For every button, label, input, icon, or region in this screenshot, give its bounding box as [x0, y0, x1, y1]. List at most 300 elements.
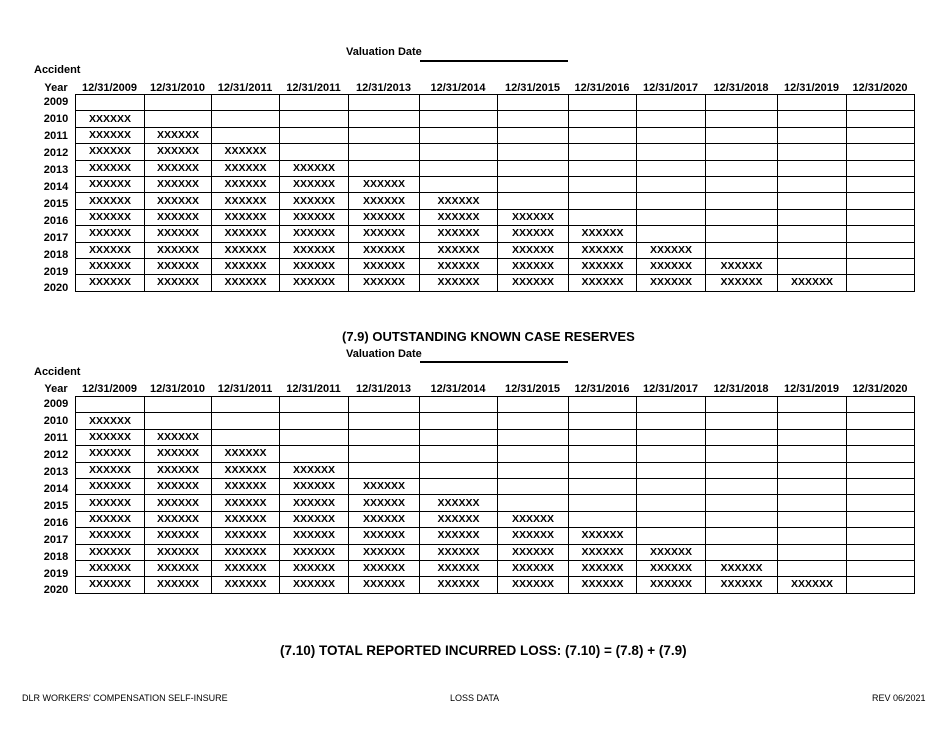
entry-cell: [637, 176, 706, 192]
entry-cell: [498, 397, 569, 413]
table-row: [76, 226, 915, 242]
placeholder-cell: XXXXXX: [280, 242, 349, 258]
entry-cell: [778, 111, 847, 127]
entry-cell: [637, 144, 706, 160]
placeholder-cell: XXXXXX: [212, 511, 280, 527]
placeholder-cell: XXXXXX: [212, 209, 280, 225]
placeholder-cell: XXXXXX: [420, 544, 498, 560]
entry-cell: [778, 544, 847, 560]
entry-cell: [847, 544, 915, 560]
footer-center: LOSS DATA: [450, 693, 500, 703]
entry-cell: [847, 258, 915, 274]
placeholder-cell: XXXXXX: [349, 258, 420, 274]
entry-cell: [637, 397, 706, 413]
entry-cell: [420, 478, 498, 494]
placeholder-cell: XXXXXX: [420, 209, 498, 225]
placeholder-cell: XXXXXX: [212, 242, 280, 258]
entry-cell: [706, 209, 778, 225]
accident-year-2017: 2017: [43, 533, 69, 546]
placeholder-cell: XXXXXX: [280, 160, 349, 176]
entry-cell: [706, 160, 778, 176]
entry-cell: [280, 429, 349, 445]
table-row: [76, 577, 915, 593]
column-header-4: 12/31/2011: [286, 82, 341, 94]
entry-cell: [280, 111, 349, 127]
placeholder-cell: XXXXXX: [349, 176, 420, 192]
placeholder-cell: XXXXXX: [212, 193, 280, 209]
placeholder-cell: XXXXXX: [280, 275, 349, 291]
entry-cell: [847, 495, 915, 511]
accident-label-1: Accident: [34, 64, 81, 76]
placeholder-cell: XXXXXX: [280, 511, 349, 527]
entry-cell: [706, 127, 778, 143]
placeholder-cell: XXXXXX: [498, 577, 569, 593]
valuation-date-line-1: [420, 60, 568, 62]
column-header-3: 12/31/2011: [217, 82, 273, 94]
entry-cell: [778, 95, 847, 111]
entry-cell: [847, 176, 915, 192]
entry-cell: [569, 176, 637, 192]
column-header-8: 12/31/2016: [574, 82, 630, 94]
entry-cell: [637, 446, 706, 462]
placeholder-cell: XXXXXX: [569, 528, 637, 544]
placeholder-cell: XXXXXX: [212, 176, 280, 192]
entry-cell: [498, 462, 569, 478]
entry-cell: [569, 429, 637, 445]
entry-cell: [498, 446, 569, 462]
entry-cell: [778, 242, 847, 258]
entry-cell: [498, 160, 569, 176]
placeholder-cell: XXXXXX: [349, 511, 420, 527]
entry-cell: [498, 495, 569, 511]
placeholder-cell: XXXXXX: [280, 193, 349, 209]
entry-cell: [847, 111, 915, 127]
placeholder-cell: XXXXXX: [145, 560, 212, 576]
entry-cell: [847, 397, 915, 413]
entry-cell: [637, 127, 706, 143]
accident-year-2012: 2012: [43, 448, 69, 461]
entry-cell: [847, 462, 915, 478]
placeholder-cell: XXXXXX: [420, 528, 498, 544]
placeholder-cell: XXXXXX: [706, 577, 778, 593]
valuation-date-line-2: [420, 361, 568, 363]
entry-cell: [280, 95, 349, 111]
column-header-7: 12/31/2015: [504, 383, 561, 395]
placeholder-cell: XXXXXX: [280, 209, 349, 225]
column-header-10: 12/31/2018: [713, 383, 769, 395]
entry-cell: [778, 511, 847, 527]
entry-cell: [569, 144, 637, 160]
placeholder-cell: XXXXXX: [212, 478, 280, 494]
placeholder-cell: XXXXXX: [498, 511, 569, 527]
placeholder-cell: XXXXXX: [145, 478, 212, 494]
entry-cell: [212, 413, 280, 429]
entry-cell: [498, 144, 569, 160]
table-row: [76, 560, 915, 576]
entry-cell: [145, 111, 212, 127]
column-header-1: 12/31/2009: [81, 82, 138, 94]
placeholder-cell: XXXXXX: [145, 160, 212, 176]
entry-cell: [637, 111, 706, 127]
column-header-2: 12/31/2010: [149, 383, 206, 395]
entry-cell: [847, 413, 915, 429]
placeholder-cell: XXXXXX: [145, 495, 212, 511]
accident-year-2019: 2019: [43, 265, 69, 278]
entry-cell: [778, 160, 847, 176]
table-row: [76, 429, 915, 445]
placeholder-cell: XXXXXX: [212, 275, 280, 291]
accident-year-2010: 2010: [43, 112, 69, 125]
accident-year-2018: 2018: [43, 550, 69, 563]
placeholder-cell: XXXXXX: [212, 160, 280, 176]
entry-cell: [145, 397, 212, 413]
entry-cell: [420, 95, 498, 111]
placeholder-cell: XXXXXX: [145, 528, 212, 544]
entry-cell: [778, 144, 847, 160]
entry-cell: [778, 258, 847, 274]
entry-cell: [280, 413, 349, 429]
entry-cell: [569, 478, 637, 494]
table-row: [76, 258, 915, 274]
placeholder-cell: XXXXXX: [420, 495, 498, 511]
column-header-11: 12/31/2019: [783, 383, 840, 395]
entry-cell: [706, 446, 778, 462]
placeholder-cell: XXXXXX: [498, 275, 569, 291]
entry-cell: [847, 209, 915, 225]
table-row: [76, 511, 915, 527]
table-row: [76, 242, 915, 258]
column-header-4: 12/31/2011: [286, 383, 341, 395]
paid-loss-table: [75, 94, 915, 292]
entry-cell: [637, 193, 706, 209]
entry-cell: [569, 446, 637, 462]
column-header-3: 12/31/2011: [217, 383, 273, 395]
entry-cell: [706, 397, 778, 413]
entry-cell: [847, 560, 915, 576]
placeholder-cell: XXXXXX: [349, 577, 420, 593]
accident-label-2: Accident: [34, 366, 81, 378]
accident-year-2012: 2012: [43, 146, 69, 159]
placeholder-cell: XXXXXX: [76, 111, 145, 127]
placeholder-cell: XXXXXX: [706, 560, 778, 576]
accident-year-2009: 2009: [43, 398, 69, 410]
entry-cell: [420, 446, 498, 462]
column-header-10: 12/31/2018: [713, 82, 769, 94]
entry-cell: [498, 95, 569, 111]
placeholder-cell: XXXXXX: [145, 258, 212, 274]
entry-cell: [145, 413, 212, 429]
accident-year-2016: 2016: [43, 214, 69, 227]
table-row: [76, 275, 915, 291]
placeholder-cell: XXXXXX: [280, 226, 349, 242]
placeholder-cell: XXXXXX: [569, 226, 637, 242]
placeholder-cell: XXXXXX: [212, 544, 280, 560]
placeholder-cell: XXXXXX: [76, 275, 145, 291]
entry-cell: [847, 446, 915, 462]
placeholder-cell: XXXXXX: [145, 577, 212, 593]
placeholder-cell: XXXXXX: [76, 511, 145, 527]
placeholder-cell: XXXXXX: [349, 528, 420, 544]
entry-cell: [420, 397, 498, 413]
entry-cell: [280, 446, 349, 462]
placeholder-cell: XXXXXX: [76, 209, 145, 225]
entry-cell: [498, 176, 569, 192]
entry-cell: [637, 528, 706, 544]
placeholder-cell: XXXXXX: [145, 226, 212, 242]
placeholder-cell: XXXXXX: [498, 544, 569, 560]
entry-cell: [778, 528, 847, 544]
placeholder-cell: XXXXXX: [778, 275, 847, 291]
placeholder-cell: XXXXXX: [349, 544, 420, 560]
placeholder-cell: XXXXXX: [212, 446, 280, 462]
entry-cell: [349, 462, 420, 478]
section-title-7-9: (7.9) OUTSTANDING KNOWN CASE RESERVES: [342, 329, 635, 344]
entry-cell: [349, 413, 420, 429]
entry-cell: [847, 511, 915, 527]
placeholder-cell: XXXXXX: [145, 176, 212, 192]
entry-cell: [847, 144, 915, 160]
table-row: [76, 413, 915, 429]
entry-cell: [847, 226, 915, 242]
placeholder-cell: XXXXXX: [349, 242, 420, 258]
placeholder-cell: XXXXXX: [706, 275, 778, 291]
table-row: [76, 462, 915, 478]
accident-year-2020: 2020: [43, 282, 69, 295]
placeholder-cell: XXXXXX: [76, 144, 145, 160]
placeholder-cell: XXXXXX: [569, 544, 637, 560]
entry-cell: [349, 160, 420, 176]
table-row: [76, 111, 915, 127]
entry-cell: [778, 446, 847, 462]
placeholder-cell: XXXXXX: [76, 462, 145, 478]
entry-cell: [778, 462, 847, 478]
placeholder-cell: XXXXXX: [76, 176, 145, 192]
accident-year-2018: 2018: [43, 248, 69, 261]
entry-cell: [569, 495, 637, 511]
placeholder-cell: XXXXXX: [637, 258, 706, 274]
accident-year-2015: 2015: [43, 499, 69, 512]
entry-cell: [847, 478, 915, 494]
entry-cell: [706, 413, 778, 429]
entry-cell: [569, 160, 637, 176]
placeholder-cell: XXXXXX: [637, 242, 706, 258]
placeholder-cell: XXXXXX: [280, 258, 349, 274]
entry-cell: [212, 429, 280, 445]
entry-cell: [569, 127, 637, 143]
entry-cell: [706, 478, 778, 494]
placeholder-cell: XXXXXX: [420, 258, 498, 274]
placeholder-cell: XXXXXX: [76, 193, 145, 209]
placeholder-cell: XXXXXX: [349, 209, 420, 225]
table-row: [76, 95, 915, 111]
placeholder-cell: XXXXXX: [349, 478, 420, 494]
placeholder-cell: XXXXXX: [637, 544, 706, 560]
entry-cell: [349, 144, 420, 160]
entry-cell: [498, 478, 569, 494]
column-header-6: 12/31/2014: [430, 82, 486, 94]
accident-year-2013: 2013: [43, 465, 69, 478]
placeholder-cell: XXXXXX: [420, 511, 498, 527]
placeholder-cell: XXXXXX: [280, 544, 349, 560]
placeholder-cell: XXXXXX: [76, 258, 145, 274]
entry-cell: [569, 193, 637, 209]
placeholder-cell: XXXXXX: [76, 446, 145, 462]
entry-cell: [212, 95, 280, 111]
entry-cell: [637, 209, 706, 225]
placeholder-cell: XXXXXX: [145, 144, 212, 160]
accident-year-2010: 2010: [43, 414, 69, 427]
placeholder-cell: XXXXXX: [76, 429, 145, 445]
column-header-9: 12/31/2017: [642, 82, 699, 94]
entry-cell: [569, 95, 637, 111]
entry-cell: [706, 528, 778, 544]
column-header-1: 12/31/2009: [81, 383, 138, 395]
table-row: [76, 176, 915, 192]
table-row: [76, 127, 915, 143]
entry-cell: [847, 275, 915, 291]
table-row: [76, 193, 915, 209]
entry-cell: [212, 111, 280, 127]
placeholder-cell: XXXXXX: [280, 577, 349, 593]
placeholder-cell: XXXXXX: [569, 242, 637, 258]
entry-cell: [847, 429, 915, 445]
entry-cell: [706, 193, 778, 209]
entry-cell: [420, 144, 498, 160]
column-header-11: 12/31/2019: [783, 82, 840, 94]
accident-year-2011: 2011: [44, 431, 68, 444]
entry-cell: [847, 193, 915, 209]
column-header-6: 12/31/2014: [430, 383, 486, 395]
placeholder-cell: XXXXXX: [349, 560, 420, 576]
entry-cell: [637, 413, 706, 429]
entry-cell: [778, 176, 847, 192]
table-row: [76, 209, 915, 225]
entry-cell: [498, 127, 569, 143]
entry-cell: [706, 226, 778, 242]
entry-cell: [498, 193, 569, 209]
accident-year-2013: 2013: [43, 163, 69, 176]
placeholder-cell: XXXXXX: [349, 226, 420, 242]
entry-cell: [498, 429, 569, 445]
entry-cell: [778, 560, 847, 576]
entry-cell: [706, 429, 778, 445]
entry-cell: [706, 144, 778, 160]
placeholder-cell: XXXXXX: [212, 258, 280, 274]
entry-cell: [349, 127, 420, 143]
placeholder-cell: XXXXXX: [280, 560, 349, 576]
placeholder-cell: XXXXXX: [76, 478, 145, 494]
entry-cell: [349, 429, 420, 445]
entry-cell: [420, 111, 498, 127]
placeholder-cell: XXXXXX: [778, 577, 847, 593]
placeholder-cell: XXXXXX: [145, 462, 212, 478]
entry-cell: [706, 544, 778, 560]
column-header-12: 12/31/2020: [852, 383, 908, 395]
entry-cell: [498, 111, 569, 127]
accident-year-2019: 2019: [43, 567, 69, 580]
accident-year-2009: 2009: [43, 96, 69, 108]
entry-cell: [847, 577, 915, 593]
column-header-12: 12/31/2020: [852, 82, 908, 94]
placeholder-cell: XXXXXX: [569, 560, 637, 576]
entry-cell: [847, 160, 915, 176]
entry-cell: [637, 511, 706, 527]
entry-cell: [778, 413, 847, 429]
table-row: [76, 446, 915, 462]
accident-year-2016: 2016: [43, 516, 69, 529]
table-row: [76, 160, 915, 176]
entry-cell: [778, 226, 847, 242]
placeholder-cell: XXXXXX: [76, 413, 145, 429]
placeholder-cell: XXXXXX: [569, 275, 637, 291]
placeholder-cell: XXXXXX: [76, 577, 145, 593]
valuation-date-label-1: Valuation Date: [346, 46, 422, 58]
entry-cell: [778, 429, 847, 445]
placeholder-cell: XXXXXX: [349, 275, 420, 291]
placeholder-cell: XXXXXX: [420, 193, 498, 209]
entry-cell: [637, 226, 706, 242]
placeholder-cell: XXXXXX: [76, 495, 145, 511]
accident-year-2014: 2014: [43, 482, 69, 495]
table-row: [76, 478, 915, 494]
placeholder-cell: XXXXXX: [145, 127, 212, 143]
placeholder-cell: XXXXXX: [637, 577, 706, 593]
entry-cell: [280, 144, 349, 160]
placeholder-cell: XXXXXX: [76, 160, 145, 176]
entry-cell: [637, 95, 706, 111]
entry-cell: [706, 95, 778, 111]
placeholder-cell: XXXXXX: [212, 577, 280, 593]
entry-cell: [76, 397, 145, 413]
placeholder-cell: XXXXXX: [280, 528, 349, 544]
accident-year-2011: 2011: [44, 129, 68, 142]
entry-cell: [212, 127, 280, 143]
entry-cell: [706, 495, 778, 511]
placeholder-cell: XXXXXX: [569, 577, 637, 593]
placeholder-cell: XXXXXX: [420, 275, 498, 291]
entry-cell: [847, 242, 915, 258]
entry-cell: [847, 95, 915, 111]
table-row: [76, 397, 915, 413]
placeholder-cell: XXXXXX: [349, 193, 420, 209]
entry-cell: [706, 111, 778, 127]
column-header-5: 12/31/2013: [355, 82, 412, 94]
entry-cell: [778, 478, 847, 494]
valuation-date-label-2: Valuation Date: [346, 348, 422, 360]
placeholder-cell: XXXXXX: [420, 577, 498, 593]
placeholder-cell: XXXXXX: [76, 528, 145, 544]
entry-cell: [349, 111, 420, 127]
placeholder-cell: XXXXXX: [420, 242, 498, 258]
entry-cell: [637, 495, 706, 511]
placeholder-cell: XXXXXX: [76, 226, 145, 242]
entry-cell: [569, 462, 637, 478]
placeholder-cell: XXXXXX: [145, 193, 212, 209]
accident-year-2014: 2014: [43, 180, 69, 193]
entry-cell: [706, 176, 778, 192]
entry-cell: [637, 160, 706, 176]
placeholder-cell: XXXXXX: [145, 242, 212, 258]
entry-cell: [778, 495, 847, 511]
entry-cell: [212, 397, 280, 413]
entry-cell: [420, 429, 498, 445]
year-header-2: Year: [44, 383, 68, 395]
entry-cell: [280, 127, 349, 143]
entry-cell: [145, 95, 212, 111]
entry-cell: [778, 397, 847, 413]
entry-cell: [778, 127, 847, 143]
table-row: [76, 544, 915, 560]
